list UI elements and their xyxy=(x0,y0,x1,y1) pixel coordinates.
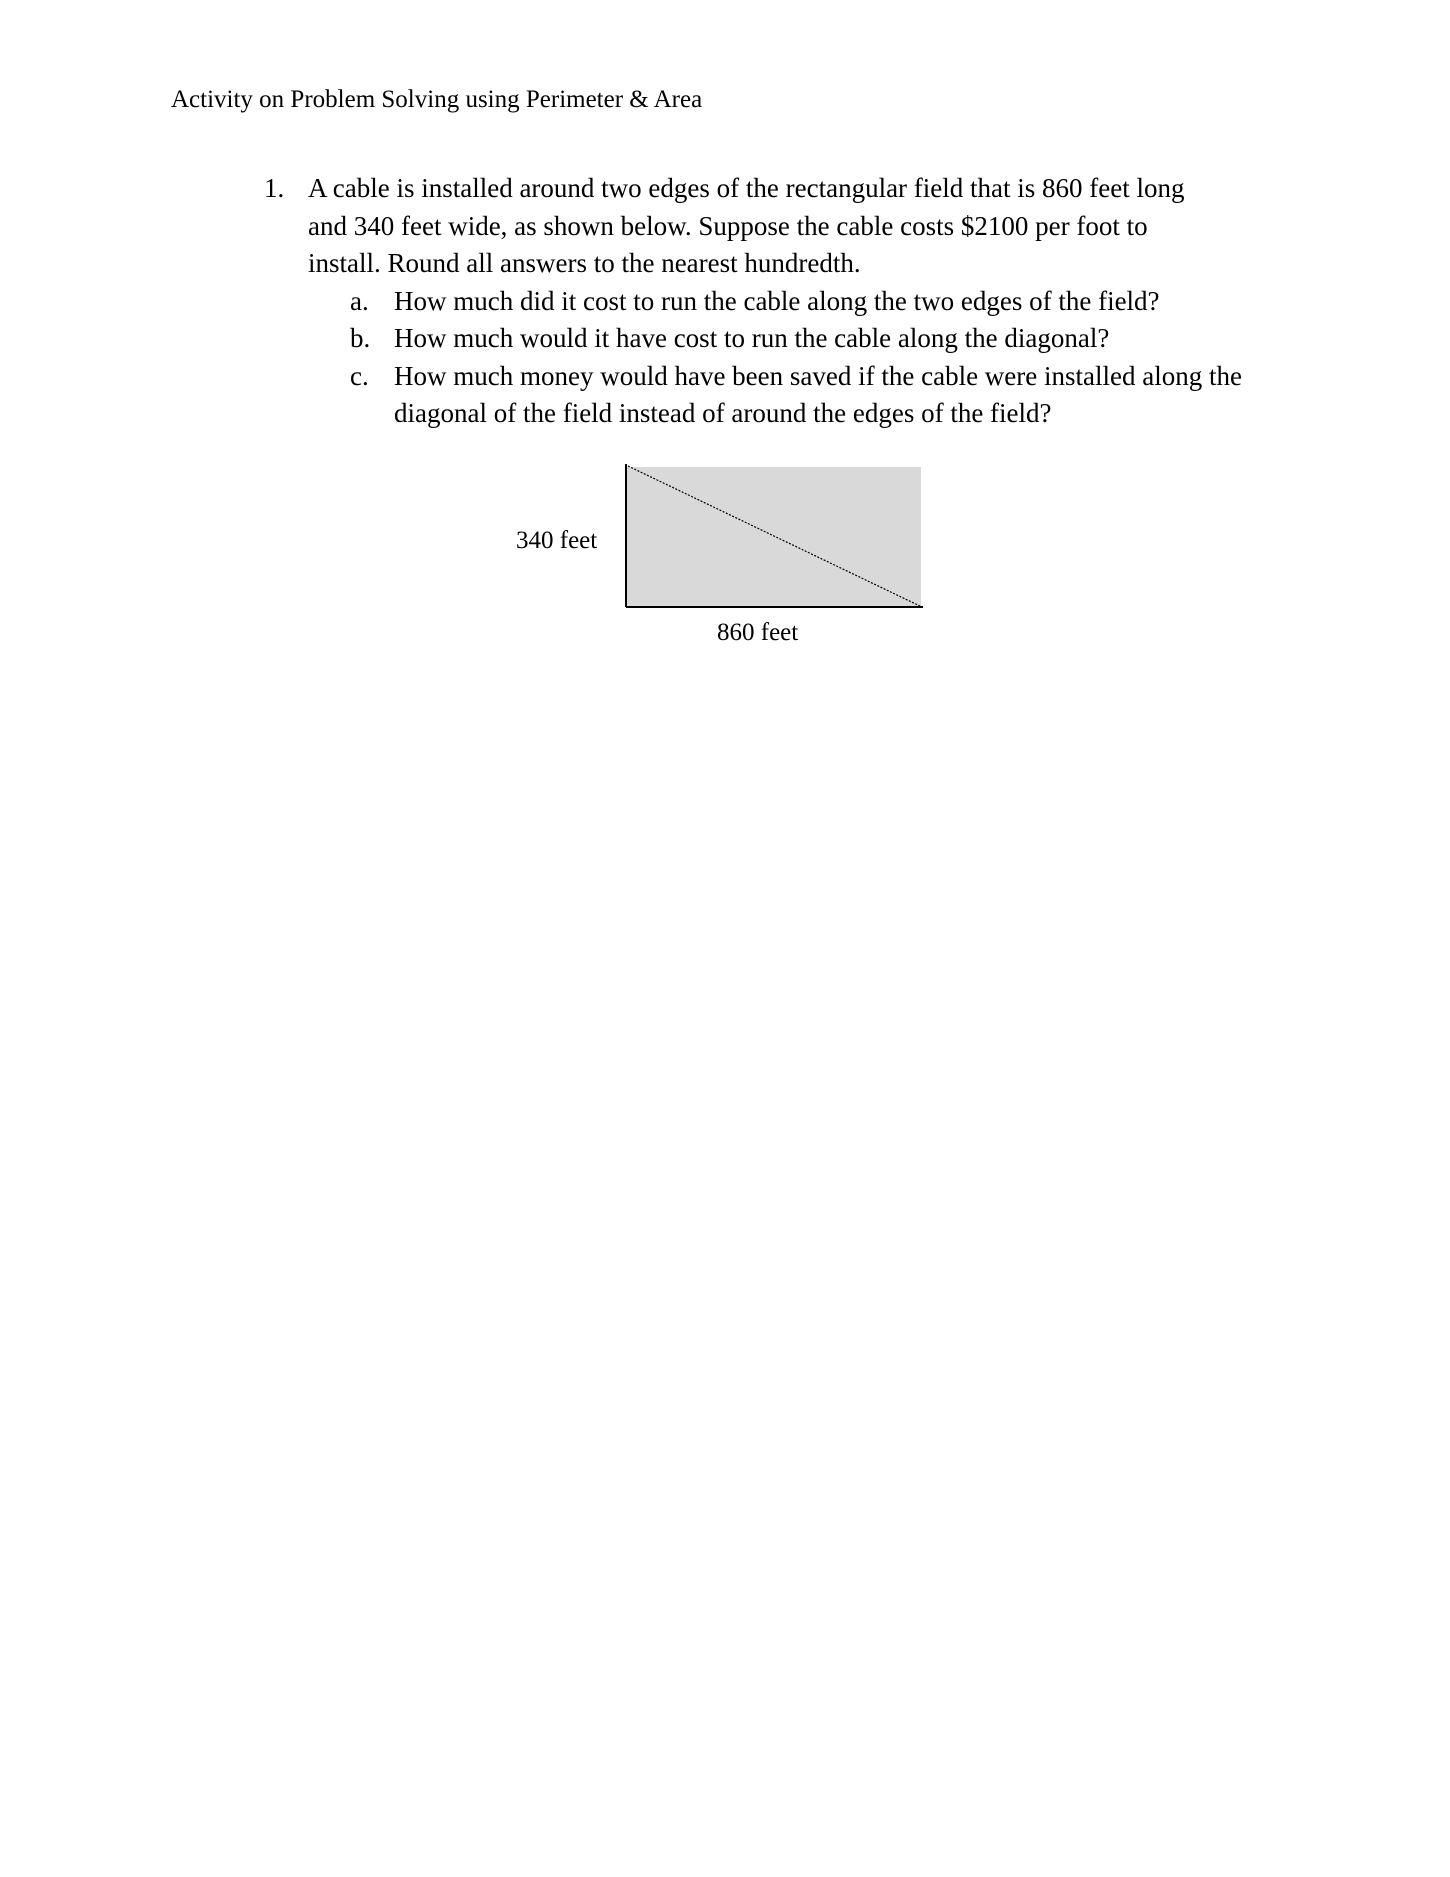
problem-1 xyxy=(264,170,1264,433)
question-c xyxy=(350,358,1264,433)
question-b xyxy=(350,320,1264,358)
width-label: 340 feet xyxy=(516,527,598,554)
field-diagram xyxy=(626,464,924,610)
question-letter: c. xyxy=(350,360,369,391)
length-label: 860 feet xyxy=(717,619,799,646)
question-text: How much money would have been saved if the cable were installed along the diagonal of the field instead of around the edges of the field? xyxy=(394,360,1242,428)
page-title: Activity on Problem Solving using Perimeter & Area xyxy=(171,86,703,113)
question-letter: b. xyxy=(350,323,371,353)
field-rectangle xyxy=(626,467,921,607)
question-text: How much would it have cost to run the cable along the diagonal? xyxy=(394,323,1110,353)
question-list xyxy=(350,283,1264,433)
question-text: How much did it cost to run the cable along the two edges of the field? xyxy=(394,285,1160,316)
question-a xyxy=(350,283,1264,321)
problem-statement: A cable is installed around two edges of the rectangular field that is 860 feet long and 340 feet wide, as shown below. Suppose the cable costs $2100 per foot to install. Round all answers to the nearest hundredth. xyxy=(308,173,1185,278)
problem-number: 1. xyxy=(264,173,285,203)
question-letter: a. xyxy=(350,285,369,316)
